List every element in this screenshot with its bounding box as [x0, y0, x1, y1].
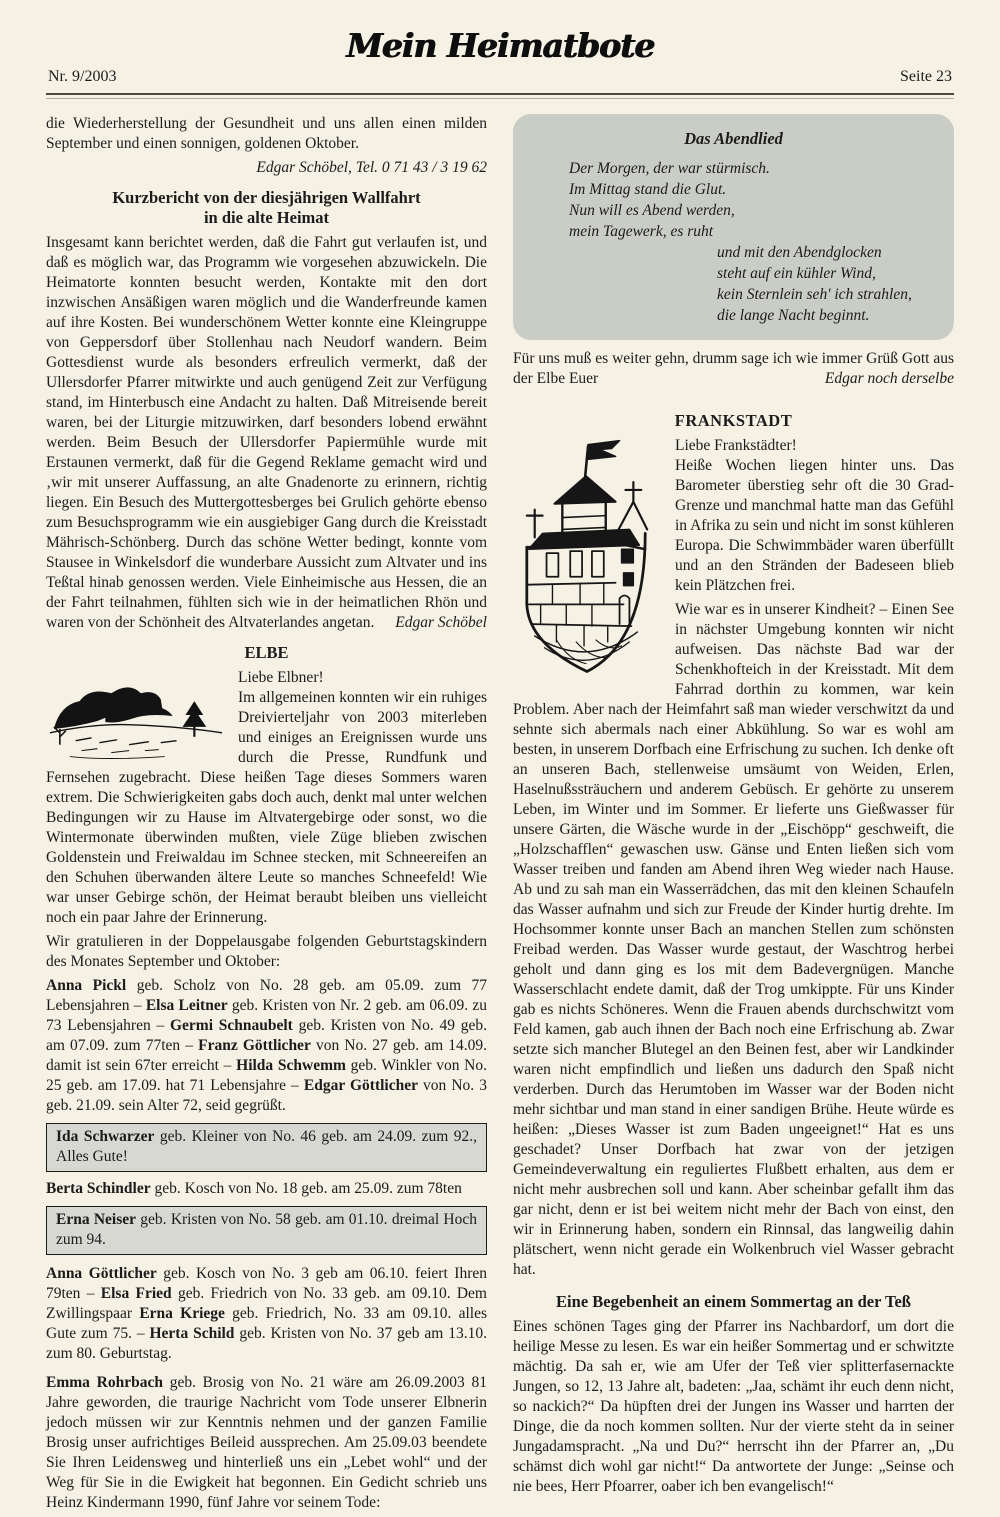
intro-signature: Edgar Schöbel, Tel. 0 71 43 / 3 19 62	[256, 159, 487, 176]
birthday-list-september: Anna Pickl geb. Scholz von No. 28 geb. am 05.09. zum 77 Lebensjahren – Elsa Leitner geb. Kristen von Nr. 2 geb. am 06.09. zu 73 Lebensjahren – Germi Schnaubelt geb. Kristen von No. 49 geb. am 07.09. zum 77ten – Franz Göttlicher von No. 27 geb. am 14.09. damit ist sein 67ter erreicht – Hilda Schwemm geb. Winkler von No. 25 geb. am 17.09. hat 71 Lebensjahre – Edgar Göttlicher von No. 3 geb. 21.09. sein Alter 72, seid gegrüßt.	[46, 977, 488, 1115]
frankstadt-salutation: Liebe Frankstädter!	[675, 437, 797, 455]
poem-line: die lange Nacht beginnt.	[717, 307, 870, 324]
elbe-salutation: Liebe Elbner!	[238, 669, 324, 687]
wallfahrt-body: Insgesamt kann berichtet werden, daß die Fahrt gut verlaufen ist, und daß es möglich war, das Programm wie vorgesehen abzuwickeln. Die Heimatorte konnten besucht werden, Kontakte mit den dort inzwischen Ansäßigen waren möglich und die Wanderfreunde kamen auf ihre Kosten. Bei wunderschönem Wetter konnte eine Kleingruppe von Geppersdorf über Stollenhau nach Neudorf wandern. Beim Gottesdienst wurde als besonders erfreulich vermerkt, daß der Ullersdorfer Pfarrer mitwirkte und auch genügend Zeit zur Verfügung stand, im Hinterbusch eine Andacht zu halten. Daß Mitreisende bereit waren, bei der Liturgie mitzuwirken, darf besonders lobend erwähnt werden. Beim Besuch der Ullersdorfer Papiermühle wurde mit Erstaunen vermerkt, daß für die Gegend Reklame gemacht wird und ‚wir mit unserer Auffassung, an alte Gnadenorte zu erinnern, richtig liegen. Ein Besuch des Muttergottesberges bei Grulich gehörte ebenso zum Besuchsprogramm wie ein ausgiebiger Gang durch die Kreisstadt Mährisch-Schönberg. Durch das schöne Wetter bedingt, konnte vom Stausee in Winkelsdorf die wunderbare Aussicht zum Altvater und ins Teßtal hinab genossen werden. Viele Einheimische aus Hessen, die an der Fahrt teilnahmen, fühlten sich wie in der heimatlichen Rhön und waren von der Schönheit des Altvaterlandes angetan.	[46, 234, 487, 632]
town-crest-image	[513, 438, 661, 684]
wallfahrt-heading-line2: in die alte Heimat	[203, 208, 330, 228]
landscape-sketch-image	[46, 671, 226, 763]
closing-text: Für uns muß es weiter gehn, drumm sage ich wie immer Grüß Gott aus der Elbe Euer	[513, 350, 954, 387]
frankstadt-paragraph-1: Heiße Wochen liegen hinter uns. Das Barometer überstieg sehr oft die 30 Grad-Grenze und manchmal hatte man das Gefühl in Afrika zu sein und nicht im sonst kühleren Europa. Die Schwimmbäder waren überfüllt und an den Stränden der Badeseen blieb kein Plätzchen frei.	[675, 457, 954, 595]
elbe-heading: ELBE	[244, 643, 289, 663]
obituary-paragraph: Emma Rohrbach geb. Brosig von No. 21 wäre am 26.09.2003 81 Jahre geworden, die traurige Nachricht vom Tode unserer Elbnerin jedoch müssen wir zur Kenntnis nehmen und der ganzen Familie Brosig unser aufrichtiges Beileid aussprechen. Am 25.09.03 beendete Sie Ihren Leidensweg und hinterließ uns ein „Lebet wohl“ und der Weg für Sie in die Ewigkeit hat begonnen. Ein Gedicht schrieb uns Heinz Kindermann 1990, fünf Jahre vor seinem Tode:	[46, 1374, 487, 1512]
elbe-paragraph-2: Wir gratulieren in der Doppelausgabe folgenden Geburtstagskindern des Monates September und Oktober:	[46, 933, 487, 971]
poem-line: Nun will es Abend werden,	[569, 202, 735, 219]
birthday-box-erna: Erna Neiser geb. Kristen von No. 58 geb. am 01.10. dreimal Hoch zum 94.	[46, 1206, 487, 1255]
frankstadt-section	[513, 436, 954, 1280]
issue-number: Nr. 9/2003	[48, 68, 117, 85]
masthead-title: Mein Heimatbote	[345, 26, 655, 65]
elbe-paragraph-1: Im allgemeinen konnten wir ein ruhiges Dreivierteljahr von 2003 miterleben und einiges an Ereignissen wurde uns durch die Presse, Rundfunk und Fernsehen zugebracht. Diese heißen Tage dieses Sommers waren extrem. Die Schwierigkeiten gabs doch auch, denkt mal unter welchen Bedingungen wir zu Hause im Altvatergebirge oder sonst, wo die Wintermonate überwinden mußten, viele Züge blieben zwischen Goldenstein und Freiwaldau im Schnee stecken, mit Schneereifen an den Schuhen überwanden ältere Leute so manches Schneefeld! Wie war unser Gebirge schön, der Heimat beraubt bleiben uns vielleicht noch ein paar Jahre der Erinnerung.	[46, 689, 487, 927]
poem-line: kein Sternlein seh' ich strahlen,	[717, 286, 912, 303]
closing-paragraph	[513, 349, 954, 389]
intro-paragraph: die Wiederherstellung der Gesundheit und uns allen einen milden September und einen sonnigen, goldenen Oktober.	[46, 115, 487, 152]
poem-title: Das Abendlied	[684, 129, 783, 148]
wallfahrt-heading-line1: Kurzbericht von der diesjährigen Wallfahrt	[112, 188, 421, 207]
poem-line: und mit den Abendglocken	[717, 244, 882, 261]
birthday-box-ida: Ida Schwarzer geb. Kleiner von No. 46 geb. am 24.09. zum 92., Alles Gute!	[46, 1123, 487, 1172]
poem-stanza-1	[569, 158, 936, 242]
birthday-list-october: Anna Göttlicher geb. Kosch von No. 3 geb am 06.10. feiert Ihren 79ten – Elsa Fried geb. Friedrich von No. 33 geb. am 09.10. Dem Zwillingspaar Erna Kriege geb. Friedrich, No. 33 am 09.10. alles Gute zum 75. – Herta Schild geb. Kristen von No. 37 geb am 13.10. zum 80. Geburtstag.	[46, 1265, 488, 1363]
tess-paragraph: Eines schönen Tages ging der Pfarrer ins Nachbardorf, um dort die heilige Messe zu lesen. Es war ein heißer Sommertag und er schwitzte mächtig. Da sah er, wie am Ufer der Teß vier splitterfasernackte Jungen, so 12, 13 Jahre alt, badeten: „Jaa, schämt ihr euch denn nicht, so nackich?“ Da hüpften drei der Jungen ins Wasser und harrten der Dinge, die da noch kommen sollten. Nur der vierte steht da in seiner Jungadamspracht. „Na und Du?“ herrscht ihn der Pfarrer an, „Du schämst dich wohl gar nicht!“ Da antwortete der Junge: „Seinse och nie bees, Herr Pfoarrer, oaber ich ben evangelisch!“	[513, 1318, 954, 1496]
poem-line: Der Morgen, der war stürmisch.	[569, 160, 770, 177]
frankstadt-heading: FRANKSTADT	[674, 411, 793, 430]
right-column	[513, 114, 954, 1517]
poem-box	[513, 114, 954, 340]
page-number: Seite 23	[900, 68, 952, 85]
poem-line: steht auf ein kühler Wind,	[717, 265, 876, 282]
closing-signature: Edgar noch derselbe	[824, 370, 954, 387]
birthday-entry-berta: Berta Schindler geb. Kosch von No. 18 geb. am 25.09. zum 78ten	[46, 1180, 462, 1198]
header-rule	[46, 93, 954, 99]
left-column	[46, 114, 487, 1517]
tess-heading: Eine Begebenheit an einem Sommertag an der Teß	[556, 1292, 911, 1312]
poem-stanza-2	[717, 242, 936, 326]
column-layout	[46, 114, 954, 1517]
poem-line: Im Mittag stand die Glut.	[569, 181, 727, 198]
frankstadt-paragraph-2: Wie war es in unserer Kindheit? – Einen See in nächster Umgebung konnten wir nicht aufweisen. Das nächste Bad war der Schenkhofteich in der Kreisstadt. Mit dem Fahrrad dorthin zu kommen, war kein Problem. Aber nach der Heimfahrt saß man wieder verschwitzt da und sehnte sich abermals nach einer Abkühlung. So war es wohl am besten, in unserem Dorfbach eine Erfrischung zu suchen. Ich denke oft an unseren Bach, stellenweise umsäumt von Weiden, Erlen, Haselnußssträuchern und anderem Gebüsch. Er gehörte zu unserem Leben, im Winter und im Sommer. Er lieferte uns Gießwasser für unsere Gärten, die Wäsche wurde in der „Eischöpp“ geschweift, die „Holzschafflen“ gewaschen usw. Gänse und Enten ließen sich vom Wasser treiben und fanden am Abend ihren Weg wieder nach Hause. Ab und zu sah man ein Wasserrädchen, das mit den kleinen Schaufeln das Wasser aufnahm und sich zur Freude der Kinder hurtig drehte. Im Hochsommer konnte unser Bach an manchen Stellen zum schönsten Freibad werden. Das Wasser wurde gestaut, der Waschtrog herbei geholt und dann ging es los mit dem Badevergnügen. Manche Wasserschlacht endete damit, daß der Trog umkippte. Für uns Kinder gab es nichts Schöneres. Wenn die Frauen abends durchschwitzt vom Feld kamen, gab auch ihnen der Bach noch eine Erfrischung ab. Zwar setzte sich mancher Blutegel an den Beinen fest, aber wir Landkinder waren nicht empfindlich und ließen uns dadurch den Spaß nicht verderben. Durch das Herumtoben im Wasser war der Boden nicht mehr sichtbar und man stand in einer sandigen Brühe. Heute würde es heißen: „Dieses Wasser ist zum Baden ungeeignet!“ Hat es uns geschadet? Unser Dorfbach hat zwar von der jetzigen Gemeindeverwaltung ein reguliertes Flußbett erhalten, aus dem er nicht mehr ausbrechen soll und kann. Aber scheinbar gefallt ihm das gar nicht, denn er ist bei weitem nicht mehr der Bach von einst, den wir in Erinnerung haben, sondern ein Rinnsal, das langweilig dahin plätschert, wenn nicht gerade ein Wolkenbruch viel Wasser gebracht hat.	[513, 601, 954, 1279]
elbe-section	[46, 668, 487, 928]
wallfahrt-signature: Edgar Schöbel	[395, 614, 487, 632]
wallfahrt-heading	[46, 188, 487, 228]
page-header	[46, 26, 954, 88]
poem-line: mein Tagewerk, es ruht	[569, 223, 714, 240]
wallfahrt-paragraph	[46, 233, 487, 633]
